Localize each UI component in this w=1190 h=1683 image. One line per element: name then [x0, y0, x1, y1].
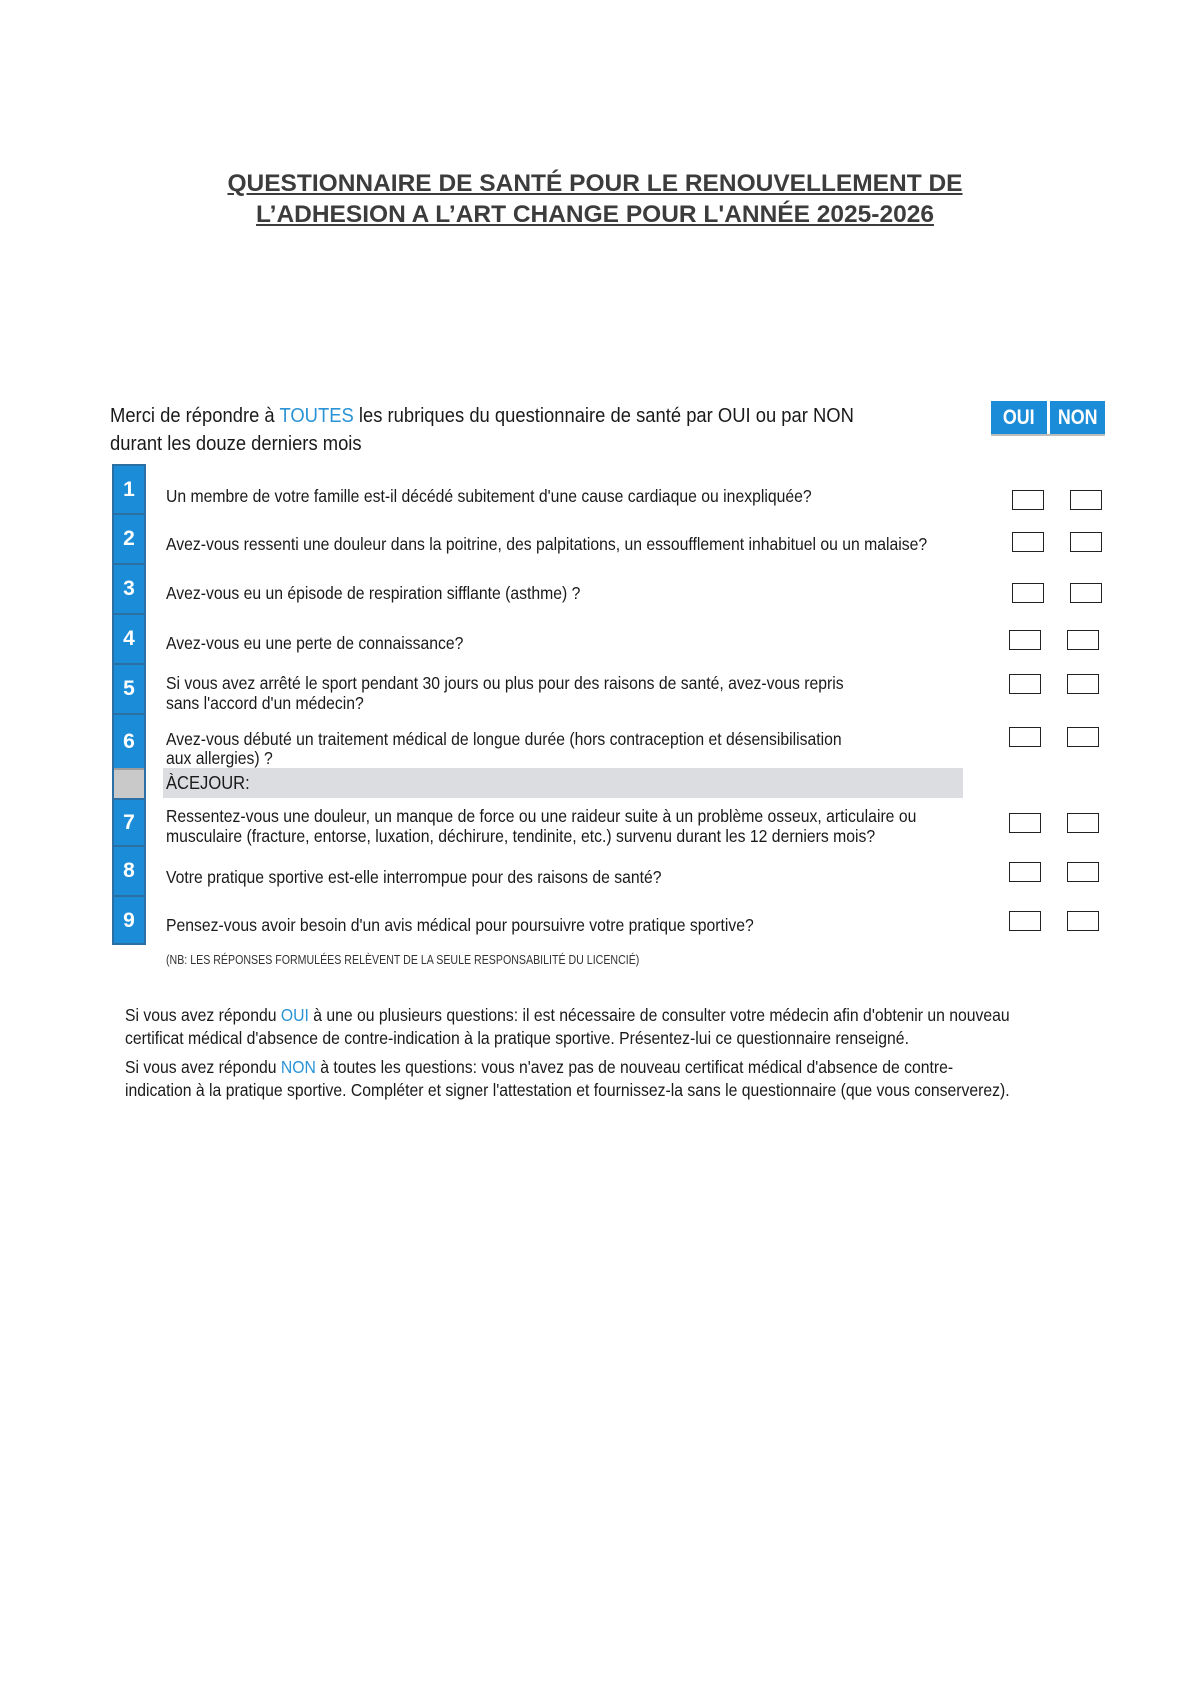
- question-9-text: Pensez-vous avoir besoin d'un avis médical pour poursuivre votre pratique sportive?: [166, 915, 754, 935]
- question-number-7: 7: [112, 798, 146, 845]
- intro-highlight: TOUTES: [279, 405, 354, 427]
- section-bar: [163, 768, 963, 798]
- header-no: NON: [1057, 406, 1098, 429]
- q9-no-checkbox[interactable]: [1067, 911, 1099, 931]
- question-5-text-line-1: Si vous avez arrêté le sport pendant 30 jours ou plus pour des raisons de santé, avez-vous repris: [166, 673, 844, 693]
- title-line-2: L’ADHESION A L’ART CHANGE POUR L'ANNÉE 2025-2026: [256, 201, 934, 228]
- question-4: [166, 633, 463, 653]
- if-yes-line-2: certificat médical d'absence de contre-indication à la pratique sportive. Présentez-lui ce questionnaire renseigné.: [125, 1028, 909, 1048]
- question-9: [166, 915, 754, 935]
- question-1: [166, 486, 812, 506]
- if-yes-line-1: Si vous avez répondu OUI à une ou plusieurs questions: il est nécessaire de consulter votre médecin afin d'obtenir un nouveau: [125, 1005, 1010, 1025]
- q8-yes-checkbox[interactable]: [1009, 862, 1041, 882]
- q6-no-checkbox[interactable]: [1067, 727, 1099, 747]
- q1-no-checkbox[interactable]: [1070, 490, 1102, 510]
- if-yes-highlight: OUI: [280, 1005, 309, 1025]
- question-number-2: 2: [112, 513, 146, 563]
- question-7-text-line-2: musculaire (fracture, entorse, luxation, déchirure, tendinite, etc.) survenu durant les 12 derniers mois?: [166, 826, 876, 846]
- question-1-text: Un membre de votre famille est-il décédé subitement d'une cause cardiaque ou inexpliquée?: [166, 486, 812, 506]
- q8-no-checkbox[interactable]: [1067, 862, 1099, 882]
- question-3-text: Avez-vous eu un épisode de respiration sifflante (asthme) ?: [166, 583, 581, 603]
- title-line-1: QUESTIONNAIRE DE SANTÉ POUR LE RENOUVELLEMENT DE: [227, 170, 963, 197]
- q2-no-checkbox[interactable]: [1070, 532, 1102, 552]
- question-6: [166, 730, 842, 768]
- question-4-text: Avez-vous eu une perte de connaissance?: [166, 633, 464, 653]
- question-7-text-line-1: Ressentez-vous une douleur, un manque de force ou une raideur suite à un problème osseux, articulaire ou: [166, 806, 917, 826]
- q4-yes-checkbox[interactable]: [1009, 630, 1041, 650]
- question-number-6: 6: [112, 713, 146, 768]
- document-title: [0, 168, 1190, 230]
- question-7: [166, 806, 916, 846]
- header-yes: OUI: [1002, 406, 1035, 429]
- if-no-line-1: Si vous avez répondu NON à toutes les questions: vous n'avez pas de nouveau certificat médical d'absence de contre-: [125, 1057, 954, 1077]
- question-6-text-line-1: Avez-vous débuté un traitement médical de longue durée (hors contraception et désensibilisation: [166, 729, 842, 749]
- q3-no-checkbox[interactable]: [1070, 583, 1102, 603]
- if-no-instructions: [125, 1056, 1010, 1102]
- q9-yes-checkbox[interactable]: [1009, 911, 1041, 931]
- section-number-spacer: [112, 768, 146, 798]
- answer-header: [991, 401, 1105, 436]
- q5-yes-checkbox[interactable]: [1009, 674, 1041, 694]
- q7-yes-checkbox[interactable]: [1009, 813, 1041, 833]
- responsibility-note: (NB: LES RÉPONSES FORMULÉES RELÈVENT DE LA SEULE RESPONSABILITÉ DU LICENCIÉ): [166, 953, 640, 967]
- q4-no-checkbox[interactable]: [1067, 630, 1099, 650]
- question-3: [166, 583, 580, 603]
- if-no-highlight: NON: [280, 1057, 316, 1077]
- question-5: [166, 673, 844, 713]
- question-8-text: Votre pratique sportive est-elle interrompue pour des raisons de santé?: [166, 867, 662, 887]
- if-no-line-2: indication à la pratique sportive. Compléter et signer l'attestation et fournissez-la sans le questionnaire (que vous conserverez).: [125, 1080, 1010, 1100]
- q7-no-checkbox[interactable]: [1067, 813, 1099, 833]
- if-yes-instructions: [125, 1004, 1010, 1050]
- q6-yes-checkbox[interactable]: [1009, 727, 1041, 747]
- q1-yes-checkbox[interactable]: [1012, 490, 1044, 510]
- question-number-3: 3: [112, 563, 146, 613]
- intro-line-1: Merci de répondre à TOUTES les rubriques du questionnaire de santé par OUI ou par NON: [110, 405, 854, 427]
- intro-text: [110, 402, 854, 458]
- section-label: ÀCEJOUR:: [166, 773, 250, 793]
- question-number-9: 9: [112, 895, 146, 945]
- question-number-1: 1: [112, 464, 146, 513]
- question-number-4: 4: [112, 613, 146, 663]
- q5-no-checkbox[interactable]: [1067, 674, 1099, 694]
- question-2: [166, 534, 927, 554]
- q2-yes-checkbox[interactable]: [1012, 532, 1044, 552]
- question-6-text-line-2: aux allergies) ?: [166, 748, 273, 768]
- header-separator: [1047, 401, 1050, 434]
- question-8: [166, 867, 662, 887]
- question-5-text-line-2: sans l'accord d'un médecin?: [166, 693, 364, 713]
- intro-line-2: durant les douze derniers mois: [110, 433, 362, 455]
- question-2-text: Avez-vous ressenti une douleur dans la poitrine, des palpitations, un essoufflement inhabituel ou un malaise?: [166, 534, 928, 554]
- q3-yes-checkbox[interactable]: [1012, 583, 1044, 603]
- question-number-5: 5: [112, 663, 146, 713]
- question-number-8: 8: [112, 845, 146, 895]
